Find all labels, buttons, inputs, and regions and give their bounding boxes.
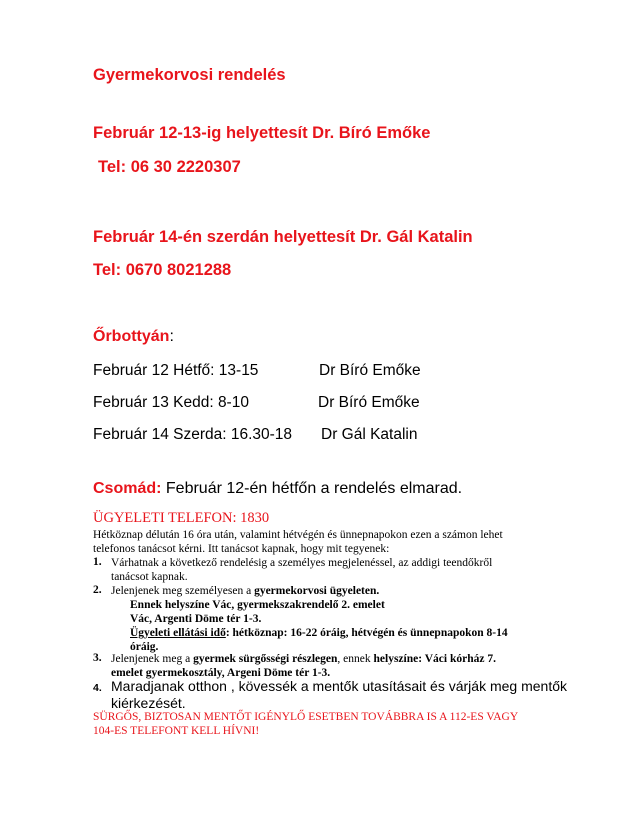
- list-number: 3.: [93, 652, 102, 664]
- schedule-row-day: Február 12 Hétfő: 13-15: [93, 362, 259, 379]
- list-number: 4.: [93, 682, 102, 694]
- list-item-text: [111, 652, 496, 666]
- list-item-text-emphasis: gyermekorvosi ügyeleten.: [254, 585, 380, 597]
- ugyeleti-heading: ÜGYELETI TELEFON: 1830: [93, 510, 270, 526]
- list-item-text: [111, 584, 379, 598]
- list-item-text-part: , ennek: [337, 653, 374, 665]
- list-item-text-emphasis: helyszíne: Váci kórház 7.: [373, 653, 496, 665]
- schedule-row-day: Február 13 Kedd: 8-10: [93, 394, 249, 411]
- substitute-2-line: Február 14-én szerdán helyettesít Dr. Gál Katalin: [93, 228, 473, 246]
- substitute-1-phone: Tel: 06 30 2220307: [98, 158, 241, 176]
- orbottyan-label: Őrbottyán: [93, 328, 170, 345]
- emergency-warning: SÜRGŐS, BIZTOSAN MENTŐT IGÉNYLŐ ESETBEN TOVÁBBRA IS A 112-ES VAGY: [93, 711, 519, 723]
- list-item-text: Várhatnak a következő rendelésig a személyes megjelenéssel, az addigi teendőkről: [111, 557, 493, 569]
- list-number: 1.: [93, 556, 102, 568]
- emergency-warning: 104-ES TELEFONT KELL HÍVNI!: [93, 725, 260, 737]
- substitute-1-line: Február 12-13-ig helyettesít Dr. Bíró Emőke: [93, 124, 431, 142]
- list-item-text: kiérkezését.: [111, 695, 186, 711]
- duty-location: Ennek helyszíne Vác, gyermekszakrendelő 2. emelet: [130, 599, 385, 611]
- ugyeleti-intro-line: Hétköznap délután 16 óra után, valamint hétvégén és ünnepnapokon ezen a számon lehet: [93, 529, 503, 541]
- duty-hours-text: : hétköznap: 16-22 óráig, hétvégén és ünnepnapokon 8-14: [225, 627, 508, 639]
- orbottyan-colon: :: [169, 328, 174, 345]
- ugyeleti-intro-line: telefonos tanácsot kérni. Itt tanácsot kapnak, hogy mit tegyenek:: [93, 543, 390, 555]
- schedule-row-doctor: Dr Bíró Emőke: [318, 394, 420, 411]
- duty-hours: [130, 626, 508, 640]
- list-number: 2.: [93, 584, 102, 596]
- schedule-row-doctor: Dr Bíró Emőke: [319, 362, 421, 379]
- csomad-text: Február 12-én hétfőn a rendelés elmarad.: [161, 480, 463, 497]
- csomad-label: Csomád:: [93, 480, 162, 497]
- list-item-text: tanácsot kapnak.: [111, 571, 188, 583]
- duty-hours-cont: óráig.: [130, 641, 159, 653]
- list-item-text: emelet gyermekosztály, Argeni Döme tér 1-3.: [111, 667, 331, 679]
- substitute-2-phone: Tel: 0670 8021288: [93, 261, 232, 279]
- schedule-row-doctor: Dr Gál Katalin: [321, 426, 418, 443]
- list-item-text-emphasis: gyermek sürgősségi részlegen: [193, 653, 338, 665]
- schedule-row-day: Február 14 Szerda: 16.30-18: [93, 426, 293, 443]
- list-item-text-part: Jelenjenek meg személyesen a: [111, 585, 255, 597]
- list-item-text: Maradjanak otthon , kövessék a mentők utasításait és várják meg mentők: [111, 678, 568, 694]
- duty-hours-label: Ügyeleti ellátási idő: [130, 627, 226, 639]
- orbottyan-heading: [93, 328, 174, 346]
- csomad-line: [93, 480, 462, 498]
- duty-address: Vác, Argenti Döme tér 1-3.: [130, 613, 262, 625]
- list-item-text-part: Jelenjenek meg a: [111, 653, 194, 665]
- page-title: Gyermekorvosi rendelés: [93, 66, 286, 84]
